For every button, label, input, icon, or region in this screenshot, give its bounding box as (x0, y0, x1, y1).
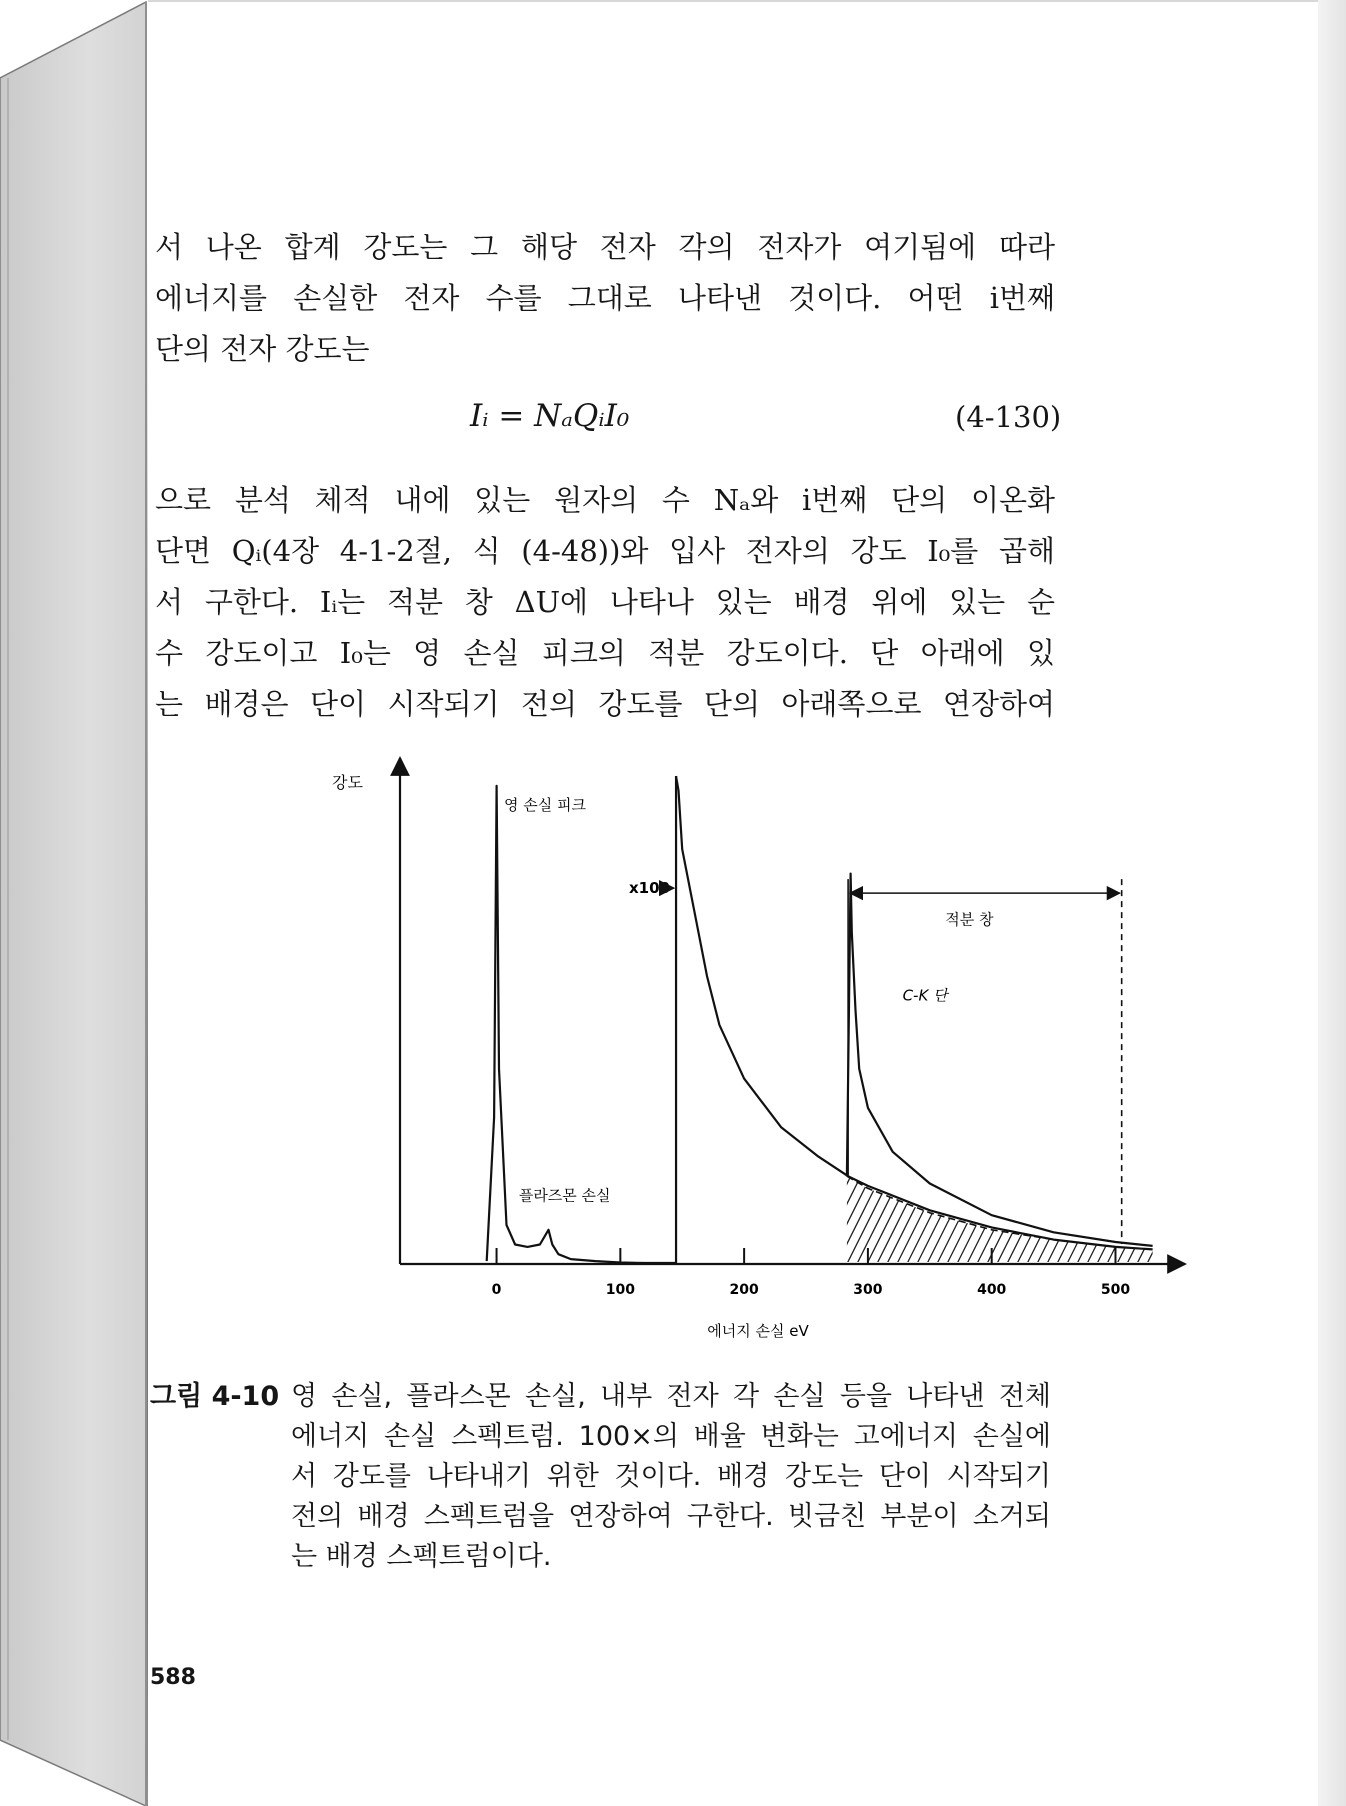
hatch-line (957, 1144, 1017, 1264)
hatch-line (687, 1144, 747, 1264)
caption-label: 그림 4-10 (150, 1381, 280, 1412)
hatch-line (837, 1144, 897, 1264)
hatch-line (867, 1144, 927, 1264)
text-line: 으로 분석 체적 내에 있는 원자의 수 Nₐ와 i번째 단의 이온화 (155, 483, 1055, 517)
annotation-label: 플라즈몬 손실 (518, 1186, 611, 1205)
hatch-line (987, 1144, 1047, 1264)
x-tick-label: 100 (605, 1282, 635, 1298)
hatch-line (717, 1144, 777, 1264)
x-tick-label: 200 (729, 1282, 759, 1298)
hatch-line (767, 1144, 827, 1264)
hatch-line (1147, 1144, 1200, 1264)
x-tick-label: 400 (977, 1282, 1007, 1298)
annotation-label: 영 손실 피크 (503, 796, 586, 815)
hatch-line (827, 1144, 887, 1264)
hatch-line (847, 1144, 907, 1264)
annotation-label: C-K 단 (902, 986, 948, 1005)
hatch-line (1047, 1144, 1107, 1264)
equation: Iᵢ = NₐQᵢI₀ (470, 398, 630, 434)
hatch-line (937, 1144, 997, 1264)
text-line: 단의 전자 강도는 (155, 332, 370, 366)
hatch-line (757, 1144, 817, 1264)
hatch-line (697, 1144, 757, 1264)
book-spine (0, 0, 148, 1806)
hatch-line (707, 1144, 767, 1264)
x-tick-label: 500 (1100, 1282, 1131, 1298)
hatch-line (1157, 1144, 1200, 1264)
hatch-line (1007, 1144, 1067, 1264)
page-number: 588 (150, 1665, 196, 1690)
equation-number: (4-130) (955, 400, 1062, 434)
hatch-line (1027, 1144, 1087, 1264)
eels-spectrum-chart (250, 746, 1200, 1346)
hatch-line (887, 1144, 947, 1264)
hatch-line (677, 1144, 737, 1264)
caption-text (291, 1377, 1051, 1577)
hatch-line (997, 1144, 1057, 1264)
text-line: 단면 Qᵢ(4장 4-1-2절, 식 (4-48))와 입사 전자의 강도 I₀를 곱해 (155, 534, 1055, 568)
caption-line: 영 손실, 플라스몬 손실, 내부 전자 각 손실 등을 나타낸 전체 (291, 1381, 1051, 1412)
x-tick-label: 0 (491, 1282, 502, 1298)
annotation-label: x100 (629, 879, 671, 898)
text-line: 수 강도이고 I₀는 영 손실 피크의 적분 강도이다. 단 아래에 있 (155, 636, 1055, 670)
annotation-label: 적분 창 (945, 910, 994, 929)
hatch-line (977, 1144, 1037, 1264)
y-axis-label: 강도 (332, 773, 363, 792)
hatch-line (1037, 1144, 1097, 1264)
hatch-line (747, 1144, 807, 1264)
hatch-line (807, 1144, 867, 1264)
x-axis-label: 에너지 손실 eV (707, 1322, 809, 1340)
x-tick-label: 300 (853, 1282, 883, 1298)
hatch-line (947, 1144, 1007, 1264)
text-line: 에너지를 손실한 전자 수를 그대로 나타낸 것이다. 어떤 i번째 (155, 281, 1055, 315)
hatch-line (967, 1144, 1027, 1264)
caption-line: 서 강도를 나타내기 위한 것이다. 배경 강도는 단이 시작되기 (291, 1461, 1051, 1492)
hatch-line (1017, 1144, 1077, 1264)
caption-line: 에너지 손실 스펙트럼. 100×의 배율 변화는 고에너지 손실에 (291, 1421, 1051, 1452)
page-edge (1318, 0, 1346, 1806)
hatch-line (727, 1144, 787, 1264)
paragraph-2 (155, 475, 1055, 730)
caption-line: 전의 배경 스펙트럼을 연장하여 구한다. 빗금친 부분이 소거되 (291, 1501, 1051, 1532)
hatch-line (1127, 1144, 1187, 1264)
paragraph-1 (155, 222, 1055, 375)
hatch-line (787, 1144, 847, 1264)
text-line: 는 배경은 단이 시작되기 전의 강도를 단의 아래쪽으로 연장하여 (155, 687, 1055, 721)
series-line (676, 776, 1153, 1249)
series-line (847, 874, 1153, 1246)
hatch-line (927, 1144, 987, 1264)
caption-line: 는 배경 스펙트럼이다. (291, 1541, 552, 1572)
hatch-line (657, 1144, 717, 1264)
hatch-line (737, 1144, 797, 1264)
text-line: 서 나온 합계 강도는 그 해당 전자 각의 전자가 여기됨에 따라 (155, 230, 1055, 264)
text-line: 서 구한다. Iᵢ는 적분 창 ΔU에 나타나 있는 배경 위에 있는 순 (155, 585, 1055, 619)
